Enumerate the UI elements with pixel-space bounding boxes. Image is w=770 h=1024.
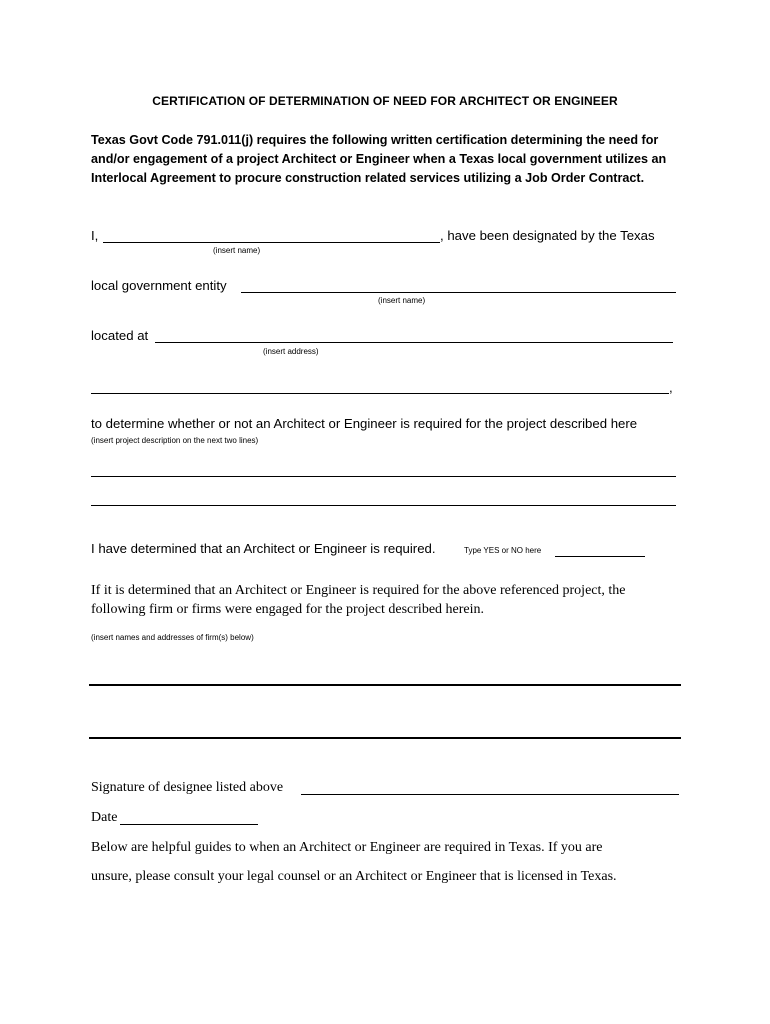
address-hint: (insert address) — [263, 347, 319, 356]
guides-line-a: Below are helpful guides to when an Architect or Engineer are required in Texas. If you are — [91, 840, 603, 855]
address-field-2[interactable] — [91, 393, 669, 394]
address-field[interactable] — [155, 342, 673, 343]
signature-label: Signature of designee listed above — [91, 780, 284, 795]
firms-line-b: following firm or firms were engaged for the project described herein. — [91, 602, 485, 617]
yes-no-field[interactable] — [555, 556, 645, 557]
line3-prefix: located at — [91, 328, 149, 343]
line4-suffix: , — [669, 380, 673, 395]
entity-hint: (insert name) — [378, 296, 426, 305]
firms-line-a: If it is determined that an Architect or Engineer is required for the above referenced project, the — [91, 583, 626, 598]
firms-hint: (insert names and addresses of firm(s) below) — [91, 633, 254, 642]
intro-paragraph: Texas Govt Code 791.011(j) requires the following written certification determining the need for and/or engagement of a project Architect or Engineer when a Texas local government utilizes an Interlocal Agreement to procure construction related services utilizing a Job Order Contract. — [91, 133, 667, 185]
name-hint: (insert name) — [213, 246, 261, 255]
required-text: I have determined that an Architect or Engineer is required. — [91, 541, 436, 556]
firms-line-2[interactable] — [89, 737, 681, 739]
determine-hint: (insert project description on the next two lines) — [91, 436, 259, 445]
signature-field[interactable] — [301, 794, 679, 795]
date-label: Date — [91, 810, 118, 825]
line1-prefix: I, — [91, 228, 99, 243]
guides-line-b: unsure, please consult your legal counsel or an Architect or Engineer that is licensed in Texas. — [91, 869, 617, 884]
date-field[interactable] — [120, 824, 258, 825]
yes-no-label: Type YES or NO here — [464, 546, 542, 555]
determine-text: to determine whether or not an Architect or Engineer is required for the project described here — [91, 416, 638, 431]
line2-prefix: local government entity — [91, 278, 227, 293]
name-field[interactable] — [103, 242, 440, 243]
line1-suffix: , have been designated by the Texas — [440, 228, 655, 243]
project-description-line-1[interactable] — [91, 476, 676, 477]
entity-field[interactable] — [241, 292, 676, 293]
firms-line-1[interactable] — [89, 684, 681, 686]
project-description-line-2[interactable] — [91, 505, 676, 506]
form-title: CERTIFICATION OF DETERMINATION OF NEED FOR ARCHITECT OR ENGINEER — [152, 94, 618, 108]
